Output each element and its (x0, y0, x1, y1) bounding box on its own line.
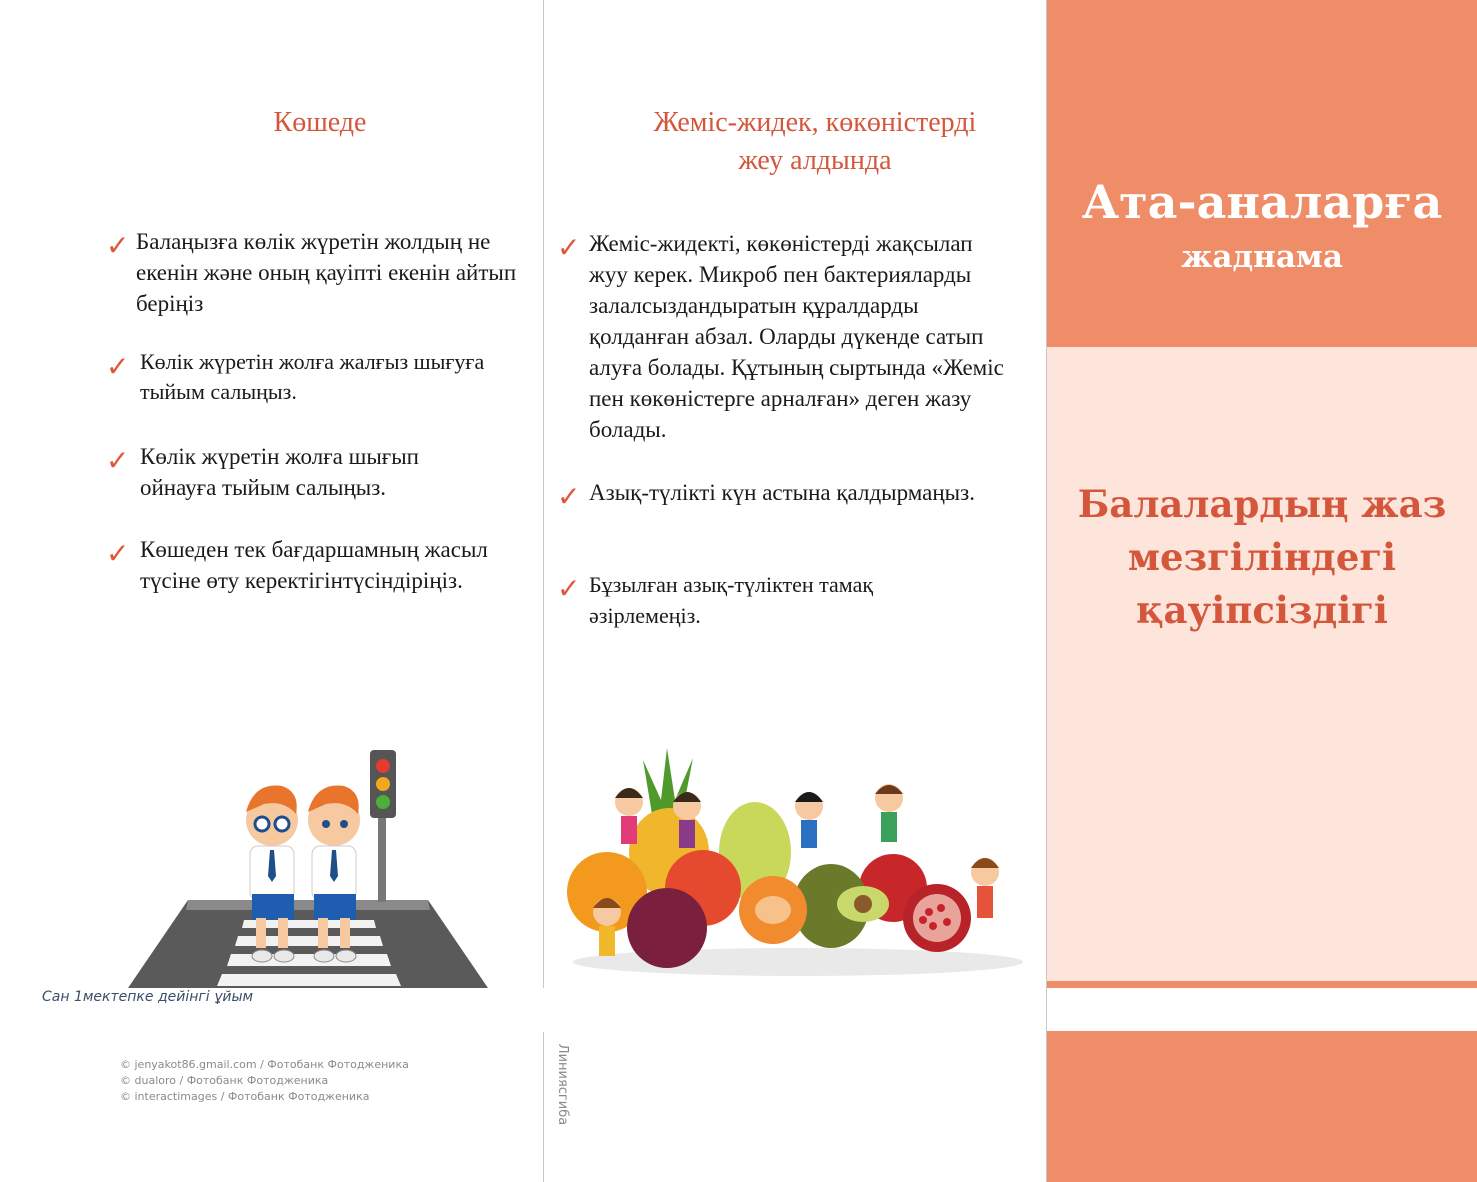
check-icon: ✓ (106, 229, 130, 262)
brochure-heading: Ата-аналарға (1081, 175, 1443, 229)
brochure-subheading: жаднама (1181, 239, 1343, 275)
list-item (106, 347, 526, 407)
fold-line-left-lower (543, 1032, 544, 1182)
title-block (1047, 347, 1477, 981)
list-item-text: Бұзылған азық-түліктен тамақ әзірлемеңіз. (589, 572, 874, 628)
check-icon: ✓ (106, 350, 130, 383)
photo-credit: © dualoro / Фотобанк Фотодженика (120, 1074, 329, 1087)
fold-label: Линиясгиба (555, 1043, 570, 1126)
middle-panel-title (560, 104, 1070, 180)
fruits-illustration (563, 740, 1033, 985)
check-icon: ✓ (557, 480, 581, 513)
check-icon: ✓ (557, 231, 581, 264)
brochure-subject (1047, 478, 1477, 637)
list-item-text: Көшеден тек бағдаршамның жасыл түсіне өту керектігінтүсіндіріңіз. (140, 537, 488, 593)
list-item-text: Көлік жүретін жолға жалғыз шығуға тыйым салыңыз. (140, 349, 485, 404)
list-item (557, 569, 957, 631)
crosswalk-illustration (104, 720, 514, 990)
brochure-subject-line: қауіпсіздігі (1136, 588, 1388, 632)
photo-credit: © jenyakot86.gmail.com / Фотобанк Фотодженика (120, 1058, 409, 1071)
footer-block (1047, 1031, 1477, 1182)
list-item (106, 441, 496, 503)
list-item (106, 226, 536, 319)
divider-strip (1047, 981, 1477, 988)
list-item-text: Балаңызға көлік жүретін жолдың не екенін және оның қауіпті екенін айтып беріңіз (136, 229, 517, 316)
list-item-text: Көлік жүретін жолға шығып ойнауға тыйым салыңыз. (140, 444, 419, 500)
list-item (557, 228, 1017, 445)
list-item (557, 477, 1037, 511)
brochure-subject-line: мезгіліндегі (1127, 535, 1397, 579)
fold-line-left (543, 0, 544, 988)
check-icon: ✓ (557, 572, 581, 605)
check-icon: ✓ (106, 444, 130, 477)
photo-credit: © interactimages / Фотобанк Фотодженика (120, 1090, 370, 1103)
middle-panel-title-line: жеу алдында (738, 145, 892, 176)
check-icon: ✓ (106, 537, 130, 570)
organization-caption: Сан 1мектепке дейінгі ұйым (42, 989, 254, 1005)
left-panel-title: Көшеде (273, 107, 367, 138)
list-item-text: Азық-түлікті күн астына қалдырмаңыз. (589, 480, 975, 505)
middle-panel-title-line: Жеміс-жидек, көкөністерді (653, 107, 977, 138)
list-item (106, 534, 496, 596)
list-item-text: Жеміс-жидекті, көкөністерді жақсылап жуу керек. Микроб пен бактерияларды залалсыздандыратын құралдарды қолданған абзал. Оларды дүкенде сатып алуға болады. Құтының сыртында «Жеміс пен көкөністерге арналған» деген жазу болады. (589, 231, 1004, 442)
brochure-subject-line: Балалардың жаз (1077, 482, 1447, 526)
